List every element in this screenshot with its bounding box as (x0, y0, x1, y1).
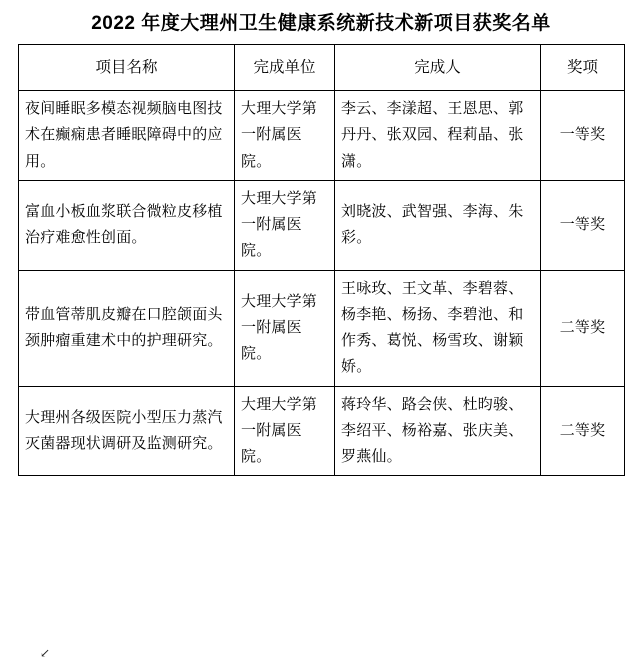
cell-project-name: 夜间睡眠多模态视频脑电图技术在癫痫患者睡眠障碍中的应用。 (19, 91, 235, 181)
cell-project-name: 富血小板血浆联合微粒皮移植治疗难愈性创面。 (19, 180, 235, 270)
table-row (19, 91, 625, 181)
cell-unit: 大理大学第一附属医院。 (235, 386, 335, 476)
column-header-people: 完成人 (335, 45, 541, 91)
table-header-row (19, 45, 625, 91)
award-table-container (0, 44, 642, 476)
paragraph-mark: ↙ (40, 646, 51, 660)
cell-people: 李云、李漾超、王恩思、郭丹丹、张双园、程莉晶、张潇。 (335, 91, 541, 181)
column-header-prize: 奖项 (541, 45, 625, 91)
table-row (19, 180, 625, 270)
cell-prize: 二等奖 (541, 386, 625, 476)
column-header-project-name: 项目名称 (19, 45, 235, 91)
cell-people: 王咏玫、王文革、李碧蓉、杨李艳、杨扬、李碧池、和作秀、葛悦、杨雪玫、谢颖娇。 (335, 270, 541, 386)
cell-unit: 大理大学第一附属医院。 (235, 91, 335, 181)
column-header-unit: 完成单位 (235, 45, 335, 91)
cell-unit: 大理大学第一附属医院。 (235, 270, 335, 386)
cell-unit: 大理大学第一附属医院。 (235, 180, 335, 270)
cell-project-name: 大理州各级医院小型压力蒸汽灭菌器现状调研及监测研究。 (19, 386, 235, 476)
cell-prize: 二等奖 (541, 270, 625, 386)
page-title: 2022 年度大理州卫生健康系统新技术新项目获奖名单 (91, 13, 551, 34)
cell-prize: 一等奖 (541, 91, 625, 181)
table-row (19, 386, 625, 476)
cell-prize: 一等奖 (541, 180, 625, 270)
cell-people: 刘晓波、武智强、李海、朱彩。 (335, 180, 541, 270)
award-table (18, 44, 625, 476)
table-row (19, 270, 625, 386)
cell-people: 蒋玲华、路会侠、杜昀骏、李绍平、杨裕嘉、张庆美、罗燕仙。 (335, 386, 541, 476)
cell-project-name: 带血管蒂肌皮瓣在口腔颌面头颈肿瘤重建术中的护理研究。 (19, 270, 235, 386)
